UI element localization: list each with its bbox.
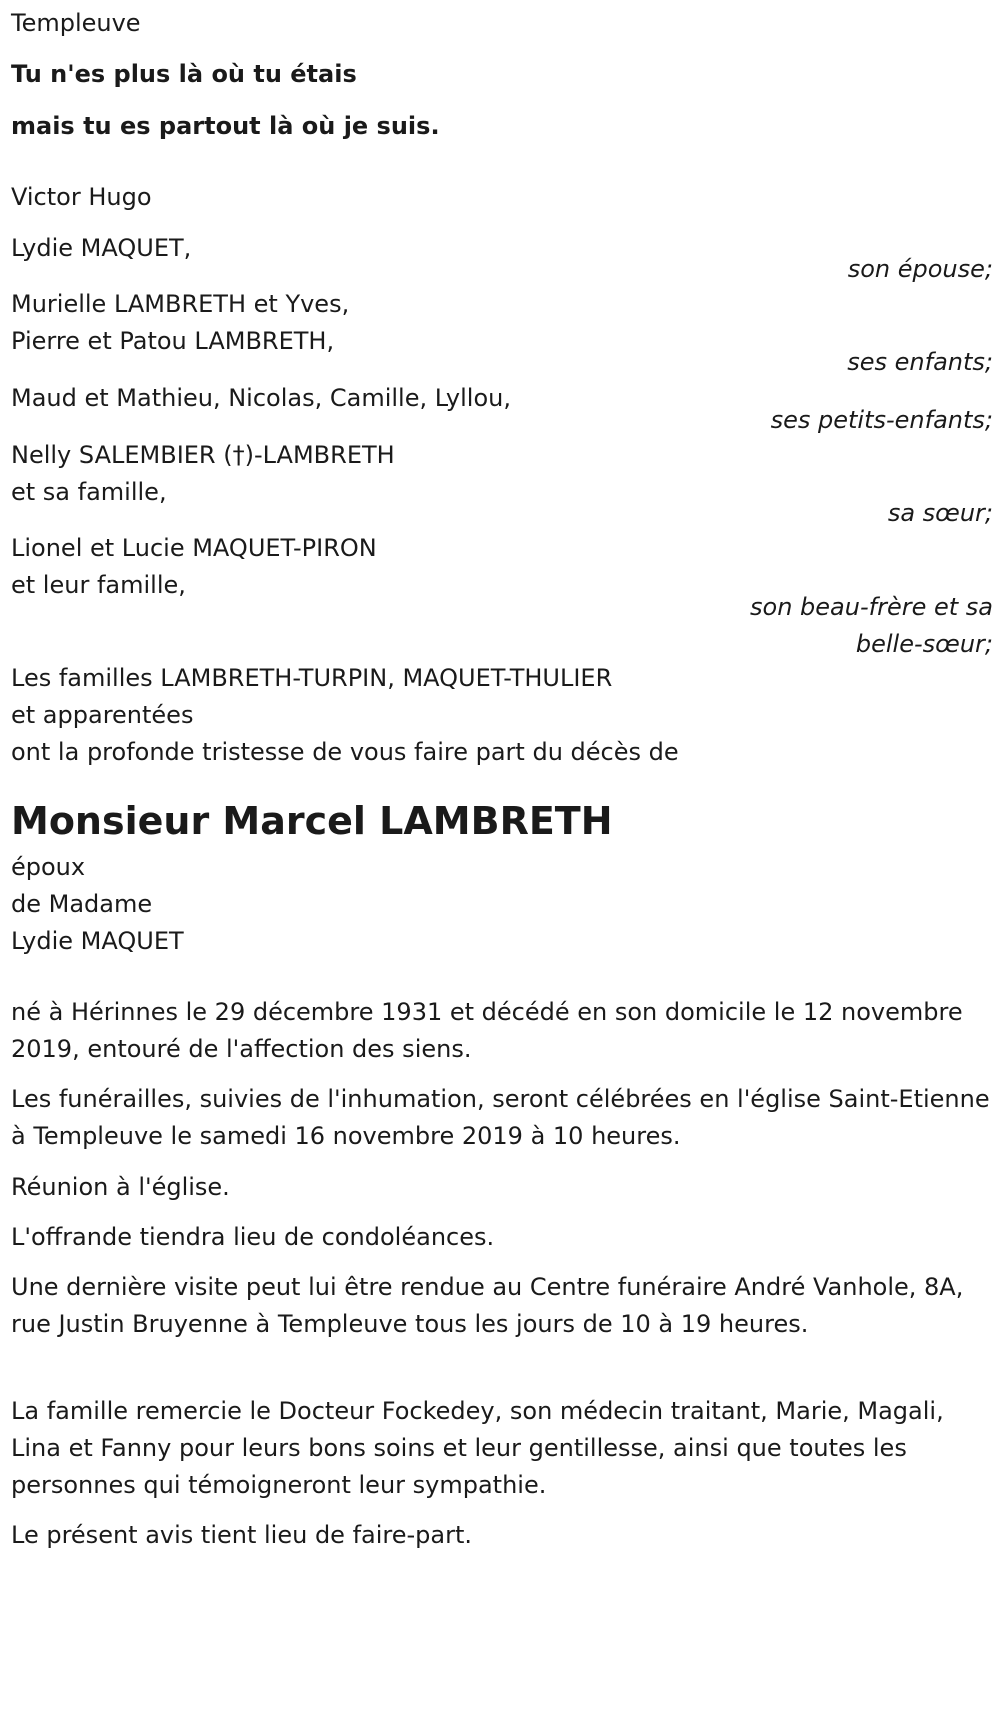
announcement	[11, 660, 991, 771]
paragraph-funeral: Les funérailles, suivies de l'inhumation, seront célébrées en l'église Saint-Etienne à Templeuve le samedi 16 novembre 2019 à 10 heures.	[11, 1085, 990, 1150]
relation-line: sa sœur;	[887, 499, 993, 527]
spouse-line: de Madame	[11, 890, 153, 918]
relation-line: son beau-frère et sa	[750, 593, 993, 621]
family-group	[11, 286, 991, 360]
spouse-line: époux	[11, 853, 86, 881]
location-line	[11, 5, 991, 42]
deceased-name: Monsieur Marcel LAMBRETH	[11, 799, 613, 843]
family-name-line: et sa famille,	[11, 478, 167, 506]
family-relation	[771, 402, 993, 439]
family-name-line: Lionel et Lucie MAQUET-PIRON	[11, 534, 377, 562]
paragraph-offering: L'offrande tiendra lieu de condoléances.	[11, 1223, 495, 1251]
relation-line: son épouse;	[847, 255, 993, 283]
spouse-line: Lydie MAQUET	[11, 927, 184, 955]
family-name-line: Nelly SALEMBIER (†)-LAMBRETH	[11, 441, 395, 469]
relation-line: ses enfants;	[847, 348, 993, 376]
paragraph-notice: Le présent avis tient lieu de faire-part.	[11, 1521, 473, 1549]
quote-line-1: Tu n'es plus là où tu étais	[11, 60, 357, 88]
quote-line-2: mais tu es partout là où je suis.	[11, 112, 440, 140]
quote-author: Victor Hugo	[11, 183, 152, 211]
location: Templeuve	[11, 9, 141, 37]
family-name-line: Lydie MAQUET,	[11, 234, 192, 262]
paragraph-thanks: La famille remercie le Docteur Fockedey, son médecin traitant, Marie, Magali, Lina et Fanny pour leurs bons soins et leur gentillesse, ainsi que toutes les personnes qui témoigneront leur sympathie.	[11, 1397, 944, 1499]
family-group	[11, 230, 991, 267]
family-name-line: Murielle LAMBRETH et Yves,	[11, 290, 350, 318]
family-group	[11, 437, 991, 511]
paragraph-visit: Une dernière visite peut lui être rendue au Centre funéraire André Vanhole, 8A, rue Justin Bruyenne à Templeuve tous les jours de 10 à 19 heures.	[11, 1273, 964, 1338]
paragraph-meeting: Réunion à l'église.	[11, 1173, 230, 1201]
spouse-info	[11, 849, 991, 960]
family-relation	[847, 344, 993, 381]
paragraph-birth-death: né à Hérinnes le 29 décembre 1931 et décédé en son domicile le 12 novembre 2019, entouré de l'affection des siens.	[11, 998, 963, 1063]
family-relation	[888, 495, 993, 532]
family-name-line: Pierre et Patou LAMBRETH,	[11, 327, 335, 355]
family-relation	[750, 589, 993, 663]
family-name-line: Maud et Mathieu, Nicolas, Camille, Lyllou,	[11, 384, 511, 412]
announcement-line: Les familles LAMBRETH-TURPIN, MAQUET-THULIER	[11, 664, 613, 692]
quote	[11, 56, 991, 93]
quote-second	[11, 108, 991, 145]
relation-line: belle-sœur;	[855, 630, 993, 658]
announcement-line: ont la profonde tristesse de vous faire part du décès de	[11, 738, 679, 766]
quote-author-line	[11, 179, 991, 216]
announcement-line: et apparentées	[11, 701, 194, 729]
relation-line: ses petits-enfants;	[770, 406, 993, 434]
family-name-line: et leur famille,	[11, 571, 186, 599]
family-relation	[848, 251, 993, 288]
